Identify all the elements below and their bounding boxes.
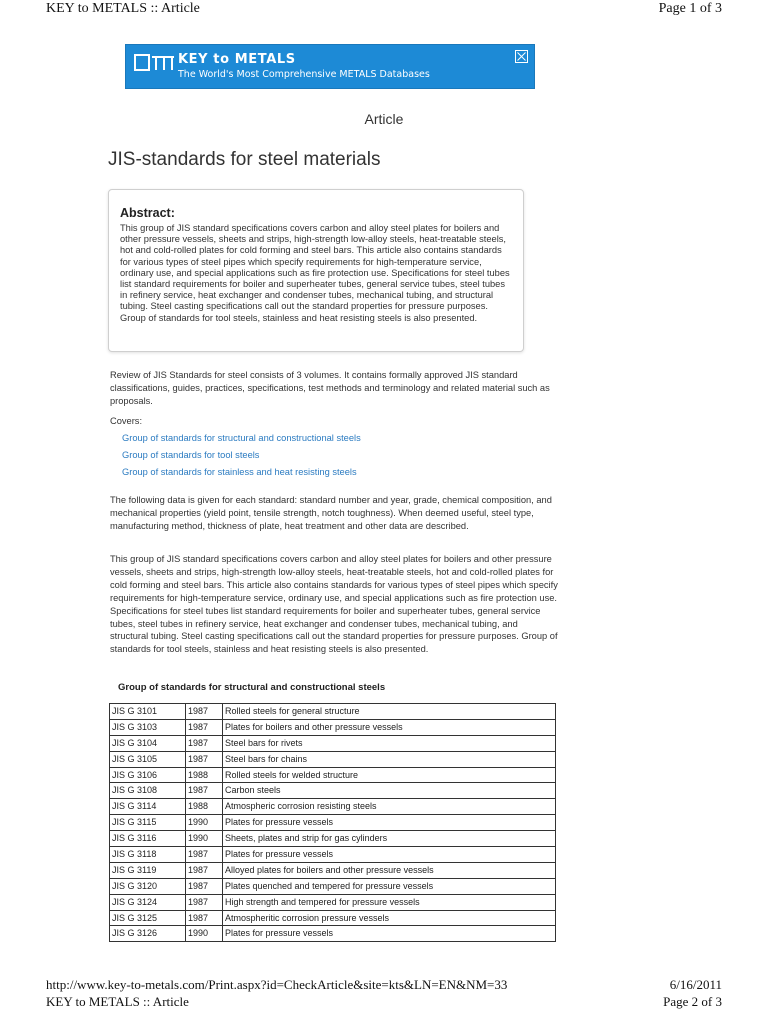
table-row bbox=[110, 894, 556, 910]
standard-title-cell: Rolled steels for welded structure bbox=[223, 767, 556, 783]
banner-brand: KEY to METALS bbox=[178, 52, 296, 67]
table-row bbox=[110, 831, 556, 847]
standard-year-cell: 1987 bbox=[186, 862, 223, 878]
banner-tagline: The World's Most Comprehensive METALS Databases bbox=[178, 69, 430, 80]
standard-number-cell: JIS G 3116 bbox=[110, 831, 186, 847]
standard-title-cell: High strength and tempered for pressure vessels bbox=[223, 894, 556, 910]
table-row bbox=[110, 799, 556, 815]
standard-number-cell: JIS G 3105 bbox=[110, 751, 186, 767]
standard-title-cell: Plates for pressure vessels bbox=[223, 926, 556, 942]
table-row bbox=[110, 751, 556, 767]
standard-year-cell: 1990 bbox=[186, 831, 223, 847]
table-row bbox=[110, 783, 556, 799]
standard-title-cell: Plates for pressure vessels bbox=[223, 847, 556, 863]
print-footer-date: 6/16/2011 bbox=[669, 977, 722, 992]
table-row bbox=[110, 735, 556, 751]
table-row bbox=[110, 910, 556, 926]
key-to-metals-logo-icon bbox=[134, 54, 174, 72]
standard-title-cell: Plates for pressure vessels bbox=[223, 815, 556, 831]
standard-number-cell: JIS G 3104 bbox=[110, 735, 186, 751]
standard-number-cell: JIS G 3120 bbox=[110, 878, 186, 894]
covers-label: Covers: bbox=[110, 416, 143, 426]
standard-title-cell: Atmospheritic corrosion pressure vessels bbox=[223, 910, 556, 926]
print-footer-next-page: Page 2 of 3 bbox=[663, 994, 722, 1009]
key-to-metals-banner[interactable] bbox=[125, 44, 535, 89]
table-row bbox=[110, 704, 556, 720]
standard-year-cell: 1987 bbox=[186, 735, 223, 751]
standard-number-cell: JIS G 3103 bbox=[110, 719, 186, 735]
standard-year-cell: 1990 bbox=[186, 815, 223, 831]
standards-table bbox=[109, 703, 556, 942]
standard-year-cell: 1987 bbox=[186, 894, 223, 910]
link-stainless-steels[interactable]: Group of standards for stainless and heat resisting steels bbox=[122, 467, 357, 477]
standard-title-cell: Carbon steels bbox=[223, 783, 556, 799]
standard-title-cell: Steel bars for rivets bbox=[223, 735, 556, 751]
standard-title-cell: Plates for boilers and other pressure vessels bbox=[223, 719, 556, 735]
link-tool-steels[interactable]: Group of standards for tool steels bbox=[122, 450, 260, 460]
standard-title-cell: Steel bars for chains bbox=[223, 751, 556, 767]
standard-year-cell: 1987 bbox=[186, 878, 223, 894]
standard-number-cell: JIS G 3126 bbox=[110, 926, 186, 942]
standard-title-cell: Plates quenched and tempered for pressure vessels bbox=[223, 878, 556, 894]
table-heading: Group of standards for structural and constructional steels bbox=[118, 682, 386, 693]
standard-year-cell: 1987 bbox=[186, 751, 223, 767]
standard-title-cell: Atmospheric corrosion resisting steels bbox=[223, 799, 556, 815]
page-title: JIS-standards for steel materials bbox=[108, 149, 381, 170]
abstract-box bbox=[108, 189, 524, 352]
print-header-page: Page 1 of 3 bbox=[658, 1, 722, 16]
standard-title-cell: Sheets, plates and strip for gas cylinders bbox=[223, 831, 556, 847]
standard-number-cell: JIS G 3118 bbox=[110, 847, 186, 863]
print-header bbox=[0, 0, 768, 22]
standard-year-cell: 1987 bbox=[186, 910, 223, 926]
abstract-text: This group of JIS standard specifications covers carbon and alloy steel plates for boilers and other pressure vessels, sheets and strips, high-strength low-alloy steels, heat-treatable steels, hot and cold-rolled plates for cold forming and steel bars. This article also contains standards for various types of steel pipes which specify requirements for high-temperature service, ordinary use, and special applications such as fire protection use. Specifications for steel tubes list standard requirements for boiler and superheater tubes, general service tubes, steel tubes in refinery service, heat exchanger and condenser tubes, mechanical tubing, and structural tubing. Steel casting specifications call out the standard properties for pressure purposes. Group of standards for tool steels, stainless and heat resisting steels is also presented. bbox=[120, 223, 510, 323]
table-row bbox=[110, 862, 556, 878]
standard-number-cell: JIS G 3106 bbox=[110, 767, 186, 783]
standard-number-cell: JIS G 3125 bbox=[110, 910, 186, 926]
intro-paragraph: Review of JIS Standards for steel consists of 3 volumes. It contains formally approved JIS standard classifications, guides, practices, specifications, test methods and terminology and related material such as proposals. bbox=[110, 370, 550, 406]
standard-number-cell: JIS G 3114 bbox=[110, 799, 186, 815]
standard-number-cell: JIS G 3119 bbox=[110, 862, 186, 878]
abstract-heading: Abstract: bbox=[120, 206, 175, 220]
print-header-title: KEY to METALS :: Article bbox=[46, 1, 200, 16]
table-row bbox=[110, 719, 556, 735]
print-footer-next-title: KEY to METALS :: Article bbox=[46, 994, 189, 1009]
standard-title-cell: Rolled steels for general structure bbox=[223, 704, 556, 720]
standard-year-cell: 1988 bbox=[186, 767, 223, 783]
standard-year-cell: 1990 bbox=[186, 926, 223, 942]
standard-year-cell: 1987 bbox=[186, 719, 223, 735]
standard-number-cell: JIS G 3108 bbox=[110, 783, 186, 799]
standard-year-cell: 1987 bbox=[186, 704, 223, 720]
link-structural-steels[interactable]: Group of standards for structural and constructional steels bbox=[122, 433, 361, 443]
close-box-icon[interactable] bbox=[515, 50, 528, 63]
table-row bbox=[110, 815, 556, 831]
standard-title-cell: Alloyed plates for boilers and other pressure vessels bbox=[223, 862, 556, 878]
data-description-paragraph: The following data is given for each standard: standard number and year, grade, chemical composition, and mechanical properties (yield point, tensile strength, notch toughness). When deemed useful, steel type, manufacturing method, thickness of plate, heat treatment and other data are described. bbox=[110, 495, 552, 531]
article-label: Article bbox=[364, 111, 404, 127]
standard-year-cell: 1987 bbox=[186, 783, 223, 799]
standard-number-cell: JIS G 3115 bbox=[110, 815, 186, 831]
group-description-paragraph: This group of JIS standard specifications covers carbon and alloy steel plates for boilers and other pressure vessels, sheets and strips, high-strength low-alloy steels, heat-treatable steels, hot and cold-rolled plates for cold forming and steel bars. This article also contains standards for various types of steel pipes which specify requirements for high-temperature service, ordinary use, and special applications such as fire protection use. Specifications for steel tubes list standard requirements for boiler and superheater tubes, general service tubes, steel tubes in refinery service, heat exchanger and condenser tubes, mechanical tubing, and structural tubing. Steel casting specifications call out the standard properties for pressure purposes. Group of standards for tool steels, stainless and heat resisting steels is also presented. bbox=[110, 554, 558, 655]
print-footer-url: http://www.key-to-metals.com/Print.aspx?id=CheckArticle&site=kts&LN=EN&NM=33 bbox=[46, 977, 508, 992]
standard-year-cell: 1988 bbox=[186, 799, 223, 815]
standard-number-cell: JIS G 3124 bbox=[110, 894, 186, 910]
table-row bbox=[110, 926, 556, 942]
table-row bbox=[110, 878, 556, 894]
table-row bbox=[110, 847, 556, 863]
standard-number-cell: JIS G 3101 bbox=[110, 704, 186, 720]
standard-year-cell: 1987 bbox=[186, 847, 223, 863]
table-row bbox=[110, 767, 556, 783]
